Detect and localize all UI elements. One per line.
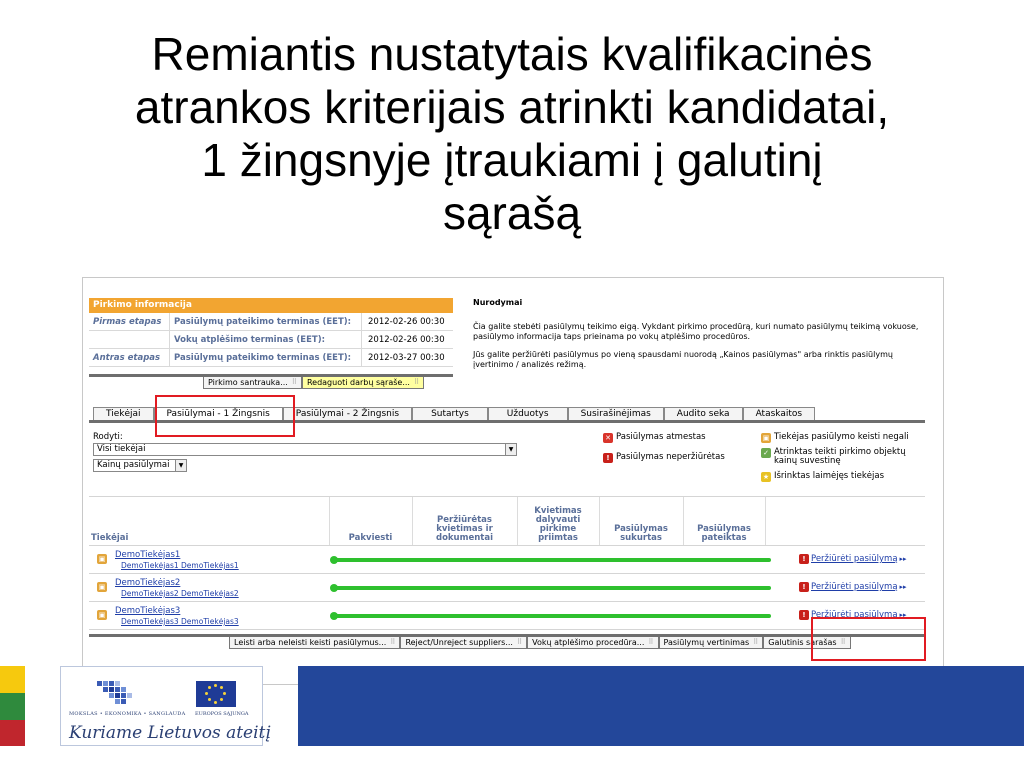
view-offer-label: Peržiūrėti pasiūlymą [811, 554, 898, 564]
lock-icon: ▣ [762, 434, 770, 442]
grip-icon: ⠿ [413, 378, 420, 386]
view-offer-label: Peržiūrėti pasiūlymą [811, 582, 898, 592]
double-arrow-icon: ▸▸ [899, 583, 907, 591]
view-offer-link[interactable] [799, 554, 907, 564]
supplier-contact-link[interactable]: DemoTiekėjas2 DemoTiekėjas2 [121, 589, 239, 598]
tab-contracts[interactable]: Sutartys [412, 407, 488, 420]
eu-flag-icon [196, 681, 236, 707]
tab-procurement-summary[interactable] [203, 377, 302, 389]
tab-allow-change-offers[interactable] [229, 637, 400, 649]
procurement-info-panel [89, 298, 453, 367]
progress-line [334, 614, 771, 618]
tab-edit-tasks[interactable] [302, 377, 424, 389]
legend-label: Pasiūlymas atmestas [616, 432, 706, 442]
tab-label: Reject/Unreject suppliers... [405, 638, 513, 647]
table-row [89, 546, 925, 574]
col-viewed [412, 516, 517, 543]
info-row [89, 313, 453, 331]
selected-icon: ✓ [761, 448, 771, 458]
supplier-link[interactable]: DemoTiekėjas1 [115, 550, 181, 560]
legend-unviewed [603, 453, 725, 463]
supplier-link[interactable]: DemoTiekėjas3 [115, 606, 181, 616]
double-arrow-icon: ▸▸ [899, 611, 907, 619]
legend-winner [761, 472, 884, 482]
mosaic-logo-icon [97, 681, 137, 707]
logo-caption: EUROPOS SĄJUNGA [195, 711, 249, 717]
legend-rejected [603, 433, 706, 443]
tab-label: Vokų atplėšimo procedūra... [532, 638, 645, 647]
tab-envelope-opening[interactable] [527, 637, 658, 649]
progress-dot [330, 612, 338, 620]
supplier-link[interactable]: DemoTiekėjas2 [115, 578, 181, 588]
info-value: 2012-02-26 00:30 [361, 331, 453, 349]
grip-icon: ⠿ [648, 638, 654, 646]
col-line: pirkime [539, 524, 577, 534]
col-line: kvietimas ir [436, 524, 493, 534]
unviewed-icon: ! [799, 554, 809, 564]
progress-line [334, 586, 771, 590]
legend-label: Pasiūlymas neperžiūrėtas [616, 452, 725, 462]
view-offer-link[interactable] [799, 582, 907, 592]
select-value: Kainų pasiūlymai [97, 460, 170, 470]
flag-stripe [0, 720, 25, 746]
instructions-title: Nurodymai [473, 298, 523, 307]
tab-audit-trail[interactable]: Audito seka [664, 407, 743, 420]
legend-label-line: Atrinktas teikti pirkimo objektų [774, 447, 906, 457]
tab-reject-suppliers[interactable] [400, 637, 527, 649]
info-label: Pasiūlymų pateikimo terminas (EET): [169, 313, 361, 331]
grip-icon: ⠿ [840, 638, 846, 646]
flag-stripe [0, 693, 25, 720]
col-line: sukurtas [620, 533, 662, 543]
title-line: Remiantis nustatytais kvalifikacinės [151, 28, 873, 80]
info-value: 2012-03-27 00:30 [361, 349, 453, 367]
col-invited: Pakviesti [348, 533, 393, 543]
instructions-text: Čia galite stebėti pasiūlymų teikimo eigą. Vykdant pirkimo procedūrą, kuri numato pasiūlymų teikimą vokuose, pasiūlymo informacija taps prieinama po vokų atplėšimo procedūros. [473, 322, 919, 341]
tab-label: Leisti arba neleisti keisti pasiūlymus... [234, 638, 387, 647]
tab-label: Pasiūlymų vertinimas [663, 638, 750, 647]
rejected-icon: ✕ [603, 433, 613, 443]
col-line: pateiktas [701, 533, 747, 543]
tab-correspondence[interactable]: Susirašinėjimas [568, 407, 664, 420]
tab-offer-evaluation[interactable] [659, 637, 764, 649]
legend-label [774, 448, 906, 466]
progress-dot [330, 556, 338, 564]
info-label: Vokų atplėšimo terminas (EET): [169, 331, 361, 349]
col-line: dalyvauti [535, 515, 581, 525]
offer-type-select[interactable] [93, 459, 187, 472]
col-line: Peržiūrėtas [437, 515, 492, 525]
instructions-text: Jūs galite peržiūrėti pasiūlymus po vieną spausdami nuorodą „Kainos pasiūlymas" arba rinktis pasiūlymų įvertinimo / analizės režimą. [473, 350, 893, 369]
col-line: priimtas [538, 533, 578, 543]
tab-suppliers[interactable]: Tiekėjai [93, 407, 154, 420]
table-row [89, 574, 925, 602]
double-arrow-icon: ▸▸ [899, 555, 907, 563]
tab-tasks[interactable]: Užduotys [488, 407, 568, 420]
unviewed-icon: ! [799, 610, 809, 620]
legend-label: Tiekėjas pasiūlymo keisti negali [774, 432, 909, 442]
supplier-contact-link[interactable]: DemoTiekėjas3 DemoTiekėjas3 [121, 617, 239, 626]
slide-title [40, 28, 984, 240]
suppliers-grid [89, 496, 925, 630]
title-line: sąrašą [442, 187, 582, 239]
select-value: Visi tiekėjai [97, 444, 146, 454]
legend-label: Išrinktas laimėjęs tiekėjas [774, 471, 885, 481]
unviewed-icon: ! [799, 582, 809, 592]
supplier-filter-select[interactable] [93, 443, 517, 456]
filters [93, 432, 517, 472]
tab-offers-step2[interactable]: Pasiūlymai - 2 Žingsnis [283, 407, 412, 420]
logo-caption: MOKSLAS • EKONOMIKA • SANGLAUDA [69, 711, 186, 717]
col-line: dokumentai [435, 533, 493, 543]
grip-icon: ⠿ [291, 378, 297, 386]
chevron-down-icon: ▼ [505, 444, 516, 455]
tab-offers-step1[interactable]: Pasiūlymai - 1 Žingsnis [154, 407, 283, 420]
flag-stripe [0, 666, 25, 693]
col-accepted [517, 507, 599, 543]
info-phase: Antras etapas [93, 352, 161, 363]
tab-label: Pirkimo santrauka... [208, 378, 288, 387]
lock-icon: ▣ [98, 611, 106, 619]
legend-no-change [761, 433, 909, 443]
highlight-final-list [811, 617, 926, 661]
info-label: Pasiūlymų pateikimo terminas (EET): [169, 349, 361, 367]
legend-selected [761, 448, 906, 466]
grip-icon: ⠿ [390, 638, 396, 646]
filter-label: Rodyti: [93, 432, 123, 442]
footer-band [298, 666, 1024, 746]
grid-header [89, 496, 925, 546]
col-created [599, 525, 683, 543]
info-phase: Pirmas etapas [93, 316, 162, 327]
info-header: Pirkimo informacija [89, 298, 453, 313]
col-suppliers: Tiekėjai [91, 533, 129, 543]
info-row [89, 349, 453, 367]
tab-label: Galutinis sarašas [768, 638, 837, 647]
tab-reports[interactable]: Ataskaitos [743, 407, 816, 420]
col-submitted [683, 525, 765, 543]
col-line: Pasiūlymas [697, 524, 751, 534]
instructions-panel [473, 298, 933, 378]
tab-label: Redaguoti darbų sąraše... [306, 378, 410, 387]
title-line: atrankos kriterijais atrinkti kandidatai, [134, 81, 890, 133]
info-tabs [89, 374, 453, 386]
title-line: 1 žingsnyje įtraukiami į galutinį [201, 134, 823, 186]
highlight-offers-step1 [155, 395, 295, 437]
col-line: Pasiūlymas [614, 524, 668, 534]
legend-label-line: kainų suvestinę [774, 456, 841, 466]
grip-icon: ⠿ [753, 638, 759, 646]
lock-icon: ▣ [98, 583, 106, 591]
info-row [89, 331, 453, 349]
star-icon: ★ [762, 473, 770, 481]
progress-dot [330, 584, 338, 592]
chevron-down-icon: ▼ [175, 460, 186, 471]
unviewed-icon: ! [603, 453, 613, 463]
grip-icon: ⠿ [516, 638, 523, 646]
supplier-contact-link[interactable]: DemoTiekėjas1 DemoTiekėjas1 [121, 561, 239, 570]
eu-funds-logo [60, 666, 271, 746]
progress-line [334, 558, 771, 562]
grid-bottom-tabs [89, 634, 925, 646]
slogan: Kuriame Lietuvos ateitį [69, 723, 271, 743]
lock-icon: ▣ [98, 555, 106, 563]
col-line: Kvietimas [534, 506, 582, 516]
info-value: 2012-02-26 00:30 [361, 313, 453, 331]
view-offer-label: Peržiūrėti pasiūlymą [811, 610, 898, 620]
table-row [89, 602, 925, 630]
